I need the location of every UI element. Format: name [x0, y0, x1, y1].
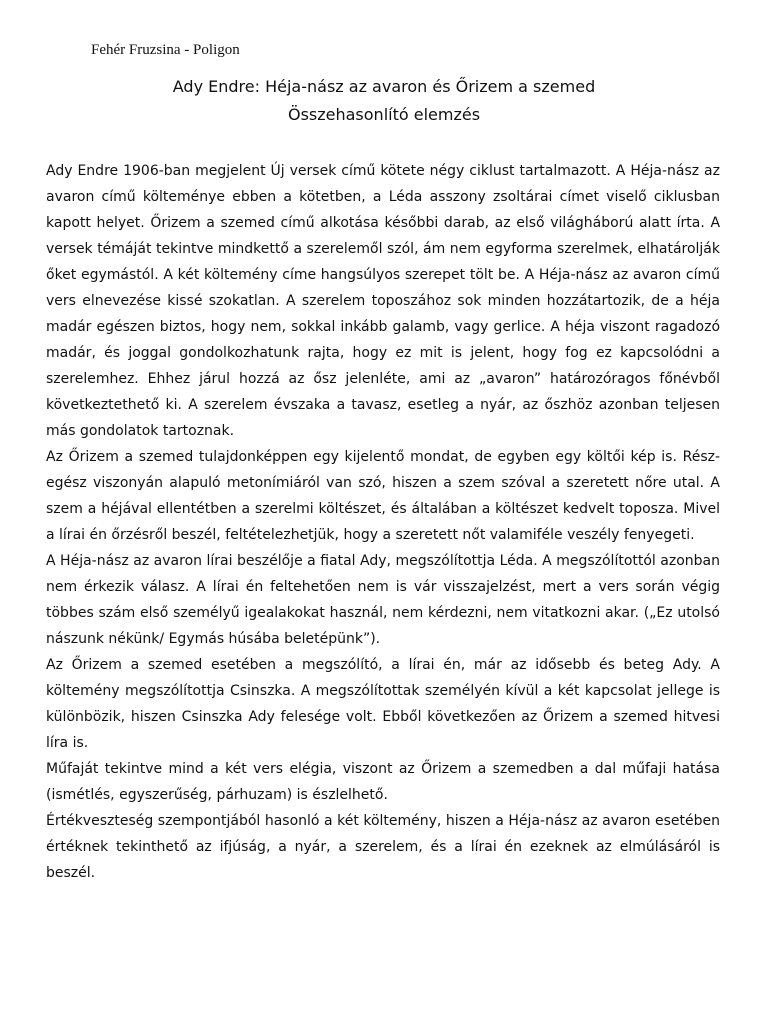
sentence: A lírai én feltehetően nem is vár visszajelzést, mert a vers során végig többes szám első személyű igealakokat használ, nem kérdezni, nem vitatkozni akar.	[46, 579, 720, 621]
sentence: Őrizem a szemed című alkotása későbbi darab, az első világháború alatt írta.	[150, 215, 705, 231]
document-subtitle: Összehasonlító elemzés	[287, 105, 481, 124]
paragraph	[46, 652, 720, 756]
paragraph	[46, 444, 720, 548]
sentence: Ebből következően az Őrizem a szemed hitvesi líra is.	[46, 709, 720, 751]
sentence: Műfaját tekintve mind a két vers elégia, viszont az Őrizem a szemedben a dal műfaji hatása (ismétlés, egyszerűség, párhuzam) is észlelhető.	[46, 761, 720, 803]
sentence: A szerelem évszaka a tavasz, esetleg a nyár, az őszhöz azonban teljesen más gondolatok tartoznak.	[46, 397, 720, 439]
sentence: A Héja-nász az avaron című vers elnevezése kissé szokatlan.	[46, 267, 720, 309]
paragraph	[46, 548, 720, 652]
document-title: Ady Endre: Héja-nász az avaron és Őrizem a szemed	[172, 77, 596, 96]
sentence: A héja viszont ragadozó madár, és joggal gondolkozhatunk rajta, hogy ez mit is jelent, hogy fog ez kapcsolódni a szerelemhez.	[46, 319, 721, 387]
sentence: A szem a héjával ellentétben a szerelmi költészet, és általában a költészet kedvelt toposza.	[46, 475, 720, 517]
sentence: Mivel a lírai én őrzésről beszél, feltételezhetjük, hogy a szeretett nőt valamiféle veszély fenyegeti.	[46, 501, 720, 543]
sentence: A két költemény címe hangsúlyos szerepet tölt be.	[163, 267, 520, 283]
sentence: A megszólítottak személyén kívül a két kapcsolat jellege is különbözik, hiszen Csinszka Ady felesége volt.	[46, 683, 720, 725]
paragraph	[46, 158, 720, 444]
sentence: Ehhez járul hozzá az ősz jelenléte, ami az „avaron” határozóragos főnévből következtethető ki.	[46, 371, 720, 413]
sentence: A Héja-nász az avaron lírai beszélője a fiatal Ady, megszólítottja Léda.	[46, 553, 538, 569]
author-line: Fehér Fruzsina - Poligon	[91, 42, 240, 58]
sentence: Rész-egész viszonyán alapuló metonímiáról van szó, hiszen a szem szóval a szeretett nőre utal.	[46, 449, 721, 491]
sentence: A versek témáját tekintve mindkettő a szerelemől szól, ám nem egyforma szerelmek, elhatárolják őket egymástól.	[46, 215, 721, 283]
sentence: A Héja-nász az avaron című költeménye ebben a kötetben, a Léda asszony zsoltárai címet viselő ciklusban kapott helyet.	[46, 163, 720, 231]
paragraph	[46, 756, 720, 808]
sentence: A szerelem toposzához sok minden hozzátartozik, de a héja madár egészen biztos, hogy nem, sokkal inkább galamb, vagy gerlice.	[46, 293, 721, 335]
sentence: Az Őrizem a szemed tulajdonképpen egy kijelentő mondat, de egyben egy költői kép is.	[46, 449, 677, 465]
essay-body	[46, 158, 720, 886]
sentence: Az Őrizem a szemed esetében a megszólító, a lírai én, már az idősebb és beteg Ady.	[46, 657, 702, 673]
sentence: („Ez utolsó nászunk nékünk/ Egymás húsába beletépünk”).	[46, 605, 720, 647]
paragraph	[46, 808, 720, 886]
sentence: A megszólítottól azonban nem érkezik válasz.	[46, 553, 721, 595]
sentence: A költemény megszólítottja Csinszka.	[46, 657, 720, 699]
sentence: Ady Endre 1906-ban megjelent Új versek című kötete négy ciklust tartalmazott.	[46, 163, 611, 179]
sentence: Értékveszteség szempontjából hasonló a két költemény, hiszen a Héja-nász az avaron esetében értéknek tekinthető az ifjúság, a nyár, a szerelem, és a lírai én ezeknek az elmúlásáról is beszél.	[46, 813, 720, 881]
